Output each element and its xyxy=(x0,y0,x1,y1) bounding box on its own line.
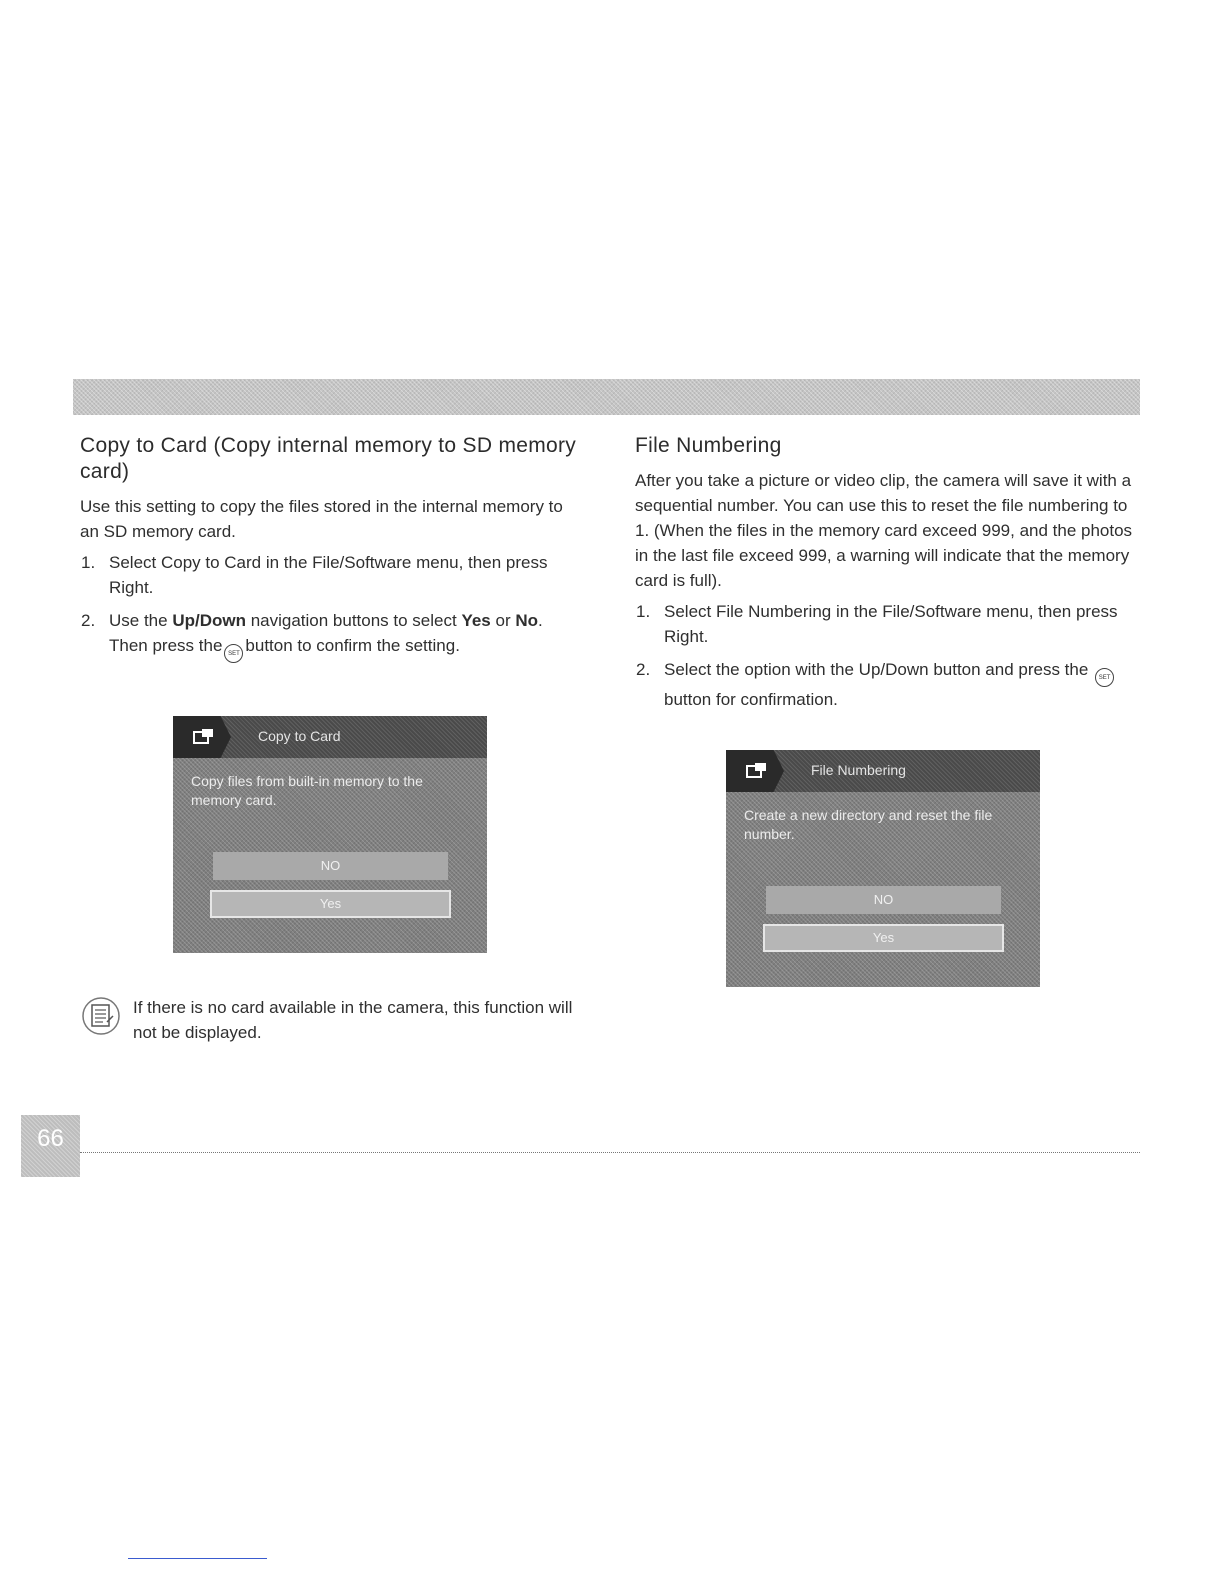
screen-title: File Numbering xyxy=(811,762,906,778)
step-text: Select File Numbering in the File/Software menu, then press Right. xyxy=(664,602,1118,646)
screen-yes-option: Yes xyxy=(210,890,451,918)
step-text: Select the option with the Up/Down button and press the xyxy=(664,660,1089,679)
screen-yes-option: Yes xyxy=(763,924,1004,952)
step-text: or xyxy=(490,611,516,630)
step-text: Use the xyxy=(109,611,173,630)
step-1 xyxy=(635,599,1135,649)
screen-no-option: NO xyxy=(766,886,1001,914)
file-numbering-screen xyxy=(726,750,1040,987)
step-text: button to confirm the setting. xyxy=(245,636,460,655)
step-1 xyxy=(80,550,585,600)
note-icon xyxy=(80,995,122,1037)
section-title: File Numbering xyxy=(635,434,782,457)
yes-label: Yes xyxy=(461,611,491,630)
step-number: 1. xyxy=(636,602,651,621)
screen-no-option: NO xyxy=(213,852,448,880)
step-number: 2. xyxy=(636,660,651,679)
step-text: navigation buttons to select xyxy=(245,611,462,630)
section-intro: Use this setting to copy the files stored in the internal memory to an SD memory card. xyxy=(80,497,563,541)
memory-card-icon xyxy=(746,762,768,778)
copy-to-card-screen xyxy=(173,716,487,953)
set-button-icon: SET xyxy=(224,644,243,663)
screen-message: Copy files from built-in memory to the memory card. xyxy=(191,773,423,808)
footer-divider xyxy=(80,1152,1140,1153)
steps-list xyxy=(635,599,1135,712)
copy-to-card-section xyxy=(80,433,585,671)
header-band xyxy=(73,379,1140,415)
step-number: 1. xyxy=(81,553,96,572)
step-text: Select Copy to Card in the File/Software menu, then press Right. xyxy=(109,553,548,597)
bottom-rule xyxy=(128,1558,267,1559)
screen-message: Create a new directory and reset the file number. xyxy=(744,807,993,842)
page-number-box xyxy=(21,1115,80,1177)
page-number: 66 xyxy=(37,1125,64,1152)
section-intro: After you take a picture or video clip, the camera will save it with a sequential number. You can use this to reset the file numbering to 1. (When the files in the memory card exceed 999, and the photos in the last file exceed 999, a warning will indicate that the memory card is full). xyxy=(635,471,1133,590)
no-label: No xyxy=(515,611,538,630)
step-text: . Then press the xyxy=(109,611,543,655)
up-down-label: Up/Down xyxy=(172,611,246,630)
memory-card-icon xyxy=(193,728,215,744)
set-button-icon: SET xyxy=(1095,668,1114,687)
step-2 xyxy=(80,608,585,663)
steps-list xyxy=(80,550,585,663)
note-text: If there is no card available in the camera, this function will not be displayed. xyxy=(133,998,573,1042)
screen-title: Copy to Card xyxy=(258,728,341,744)
file-numbering-section xyxy=(635,433,1135,720)
step-text: button for confirmation. xyxy=(664,690,838,709)
step-2 xyxy=(635,657,1135,712)
step-number: 2. xyxy=(81,611,96,630)
section-title: Copy to Card (Copy internal memory to SD memory card) xyxy=(80,434,577,483)
